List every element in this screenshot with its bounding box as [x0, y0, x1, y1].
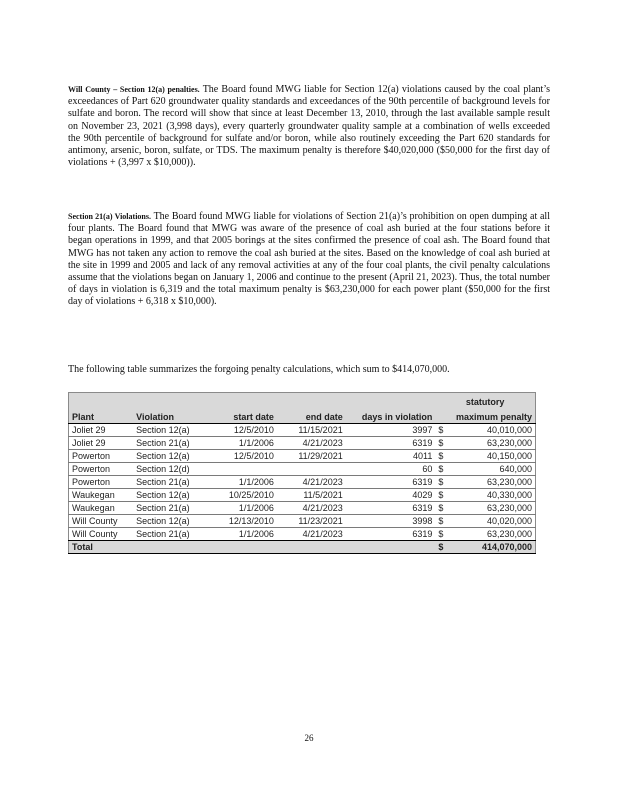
- header-end-date: end date: [277, 410, 346, 424]
- paragraph-heading: Will County – Section 12(a) penalties.: [68, 85, 200, 94]
- cell-end-date: 11/29/2021: [277, 450, 346, 463]
- cell-penalty: 63,230,000: [448, 437, 536, 450]
- cell-start-date: 12/5/2010: [208, 450, 277, 463]
- paragraph-body: The following table summarizes the forgoing penalty calculations, which sum to $414,070,000.: [68, 364, 450, 375]
- paragraph-section-21a: [68, 211, 550, 309]
- cell-currency: $: [435, 424, 448, 437]
- cell-currency: $: [435, 528, 448, 541]
- cell-days: 6319: [346, 502, 436, 515]
- cell-penalty: 63,230,000: [448, 476, 536, 489]
- table-row: [69, 528, 536, 541]
- cell-currency: $: [435, 437, 448, 450]
- total-row: [69, 541, 536, 554]
- cell-violation: Section 12(d): [133, 463, 208, 476]
- cell-penalty: 640,000: [448, 463, 536, 476]
- cell-currency: $: [435, 489, 448, 502]
- cell-currency: $: [435, 450, 448, 463]
- cell-penalty: 40,010,000: [448, 424, 536, 437]
- cell-days: 6319: [346, 437, 436, 450]
- cell-days: 3997: [346, 424, 436, 437]
- cell-days: 60: [346, 463, 436, 476]
- cell-days: 6319: [346, 528, 436, 541]
- penalty-table: [68, 392, 536, 554]
- cell-plant: Waukegan: [69, 502, 134, 515]
- cell-start-date: [208, 463, 277, 476]
- cell-end-date: 4/21/2023: [277, 528, 346, 541]
- paragraph-body: The Board found MWG liable for Section 12(a) violations caused by the coal plant’s exceedances of Part 620 groundwater quality standards and exceedances of the 90th percentile of background levels for sulfate and boron. The record will show that since at least December 13, 2010, through the last available sample result on November 23, 2021 (3,998 days), every quarterly groundwater quality sample at a combination of wells exceeded the 90th percentile of background for sulfate and/or boron, while also routinely exceeding the Part 620 standards for antimony, arsenic, boron, sulfate, or TDS. The maximum penalty is therefore $40,020,000 ($50,000 for the first day of violations + (3,997 x $10,000)).: [68, 84, 550, 169]
- currency-symbol: $: [435, 541, 448, 554]
- cell-violation: Section 21(a): [133, 437, 208, 450]
- cell-end-date: 4/21/2023: [277, 476, 346, 489]
- cell-start-date: 1/1/2006: [208, 528, 277, 541]
- cell-violation: Section 12(a): [133, 515, 208, 528]
- cell-start-date: 10/25/2010: [208, 489, 277, 502]
- page-number: 26: [304, 733, 314, 743]
- cell-start-date: 12/5/2010: [208, 424, 277, 437]
- cell-plant: Joliet 29: [69, 437, 134, 450]
- cell-violation: Section 12(a): [133, 489, 208, 502]
- header-maximum-penalty: maximum penalty: [435, 410, 535, 424]
- cell-currency: $: [435, 476, 448, 489]
- cell-end-date: 11/23/2021: [277, 515, 346, 528]
- cell-plant: Powerton: [69, 476, 134, 489]
- cell-penalty: 40,330,000: [448, 489, 536, 502]
- paragraph-body: The Board found MWG liable for violations of Section 21(a)’s prohibition on open dumping at all four plants. The Board found that MWG was aware of the presence of coal ash buried at the four stations before it began operations in 1999, and that 2005 borings at the sites confirmed the presence of coal ash. The Board found that MWG has not taken any action to remove the coal ash buried at the sites. Based on the knowledge of coal ash buried at the site in 1999 and 2005 and lack of any removal activities at any of the four coal plants, the civil penalty calculations assume that the violations began on January 1, 2006 and continue to the present (April 21, 2023). Thus, the total number of days in violation is 6,319 and the total maximum penalty is $63,230,000 for each power plant ($50,000 for the first day of violations + 6,318 x $10,000).: [68, 211, 550, 308]
- total-label: Total: [69, 541, 134, 554]
- cell-start-date: 1/1/2006: [208, 502, 277, 515]
- paragraph-will-county-12a: [68, 84, 550, 169]
- cell-end-date: 11/5/2021: [277, 489, 346, 502]
- paragraph-table-intro: [68, 364, 550, 376]
- cell-violation: Section 21(a): [133, 476, 208, 489]
- table-row: [69, 424, 536, 437]
- table-row: [69, 437, 536, 450]
- cell-penalty: 40,020,000: [448, 515, 536, 528]
- table-row: [69, 476, 536, 489]
- cell-penalty: 40,150,000: [448, 450, 536, 463]
- cell-plant: Joliet 29: [69, 424, 134, 437]
- cell-penalty: 63,230,000: [448, 528, 536, 541]
- cell-end-date: 4/21/2023: [277, 502, 346, 515]
- table-row: [69, 502, 536, 515]
- header-statutory: statutory: [435, 393, 535, 411]
- header-start-date: start date: [208, 410, 277, 424]
- cell-penalty: 63,230,000: [448, 502, 536, 515]
- penalty-table-container: [68, 392, 536, 554]
- table-row: [69, 515, 536, 528]
- header-plant: Plant: [69, 410, 134, 424]
- cell-currency: $: [435, 463, 448, 476]
- cell-days: 4029: [346, 489, 436, 502]
- cell-start-date: 12/13/2010: [208, 515, 277, 528]
- header-days-in-violation: days in violation: [346, 410, 436, 424]
- cell-end-date: [277, 463, 346, 476]
- cell-days: 4011: [346, 450, 436, 463]
- cell-currency: $: [435, 502, 448, 515]
- cell-violation: Section 21(a): [133, 502, 208, 515]
- cell-end-date: 4/21/2023: [277, 437, 346, 450]
- table-row: [69, 463, 536, 476]
- cell-start-date: 1/1/2006: [208, 437, 277, 450]
- cell-plant: Powerton: [69, 463, 134, 476]
- cell-violation: Section 21(a): [133, 528, 208, 541]
- cell-days: 6319: [346, 476, 436, 489]
- cell-currency: $: [435, 515, 448, 528]
- cell-violation: Section 12(a): [133, 450, 208, 463]
- cell-start-date: 1/1/2006: [208, 476, 277, 489]
- cell-plant: Waukegan: [69, 489, 134, 502]
- table-row: [69, 450, 536, 463]
- cell-violation: Section 12(a): [133, 424, 208, 437]
- table-row: [69, 489, 536, 502]
- cell-days: 3998: [346, 515, 436, 528]
- paragraph-heading: Section 21(a) Violations.: [68, 212, 151, 221]
- header-violation: Violation: [133, 410, 208, 424]
- total-value: 414,070,000: [448, 541, 536, 554]
- cell-plant: Powerton: [69, 450, 134, 463]
- cell-plant: Will County: [69, 515, 134, 528]
- cell-end-date: 11/15/2021: [277, 424, 346, 437]
- cell-plant: Will County: [69, 528, 134, 541]
